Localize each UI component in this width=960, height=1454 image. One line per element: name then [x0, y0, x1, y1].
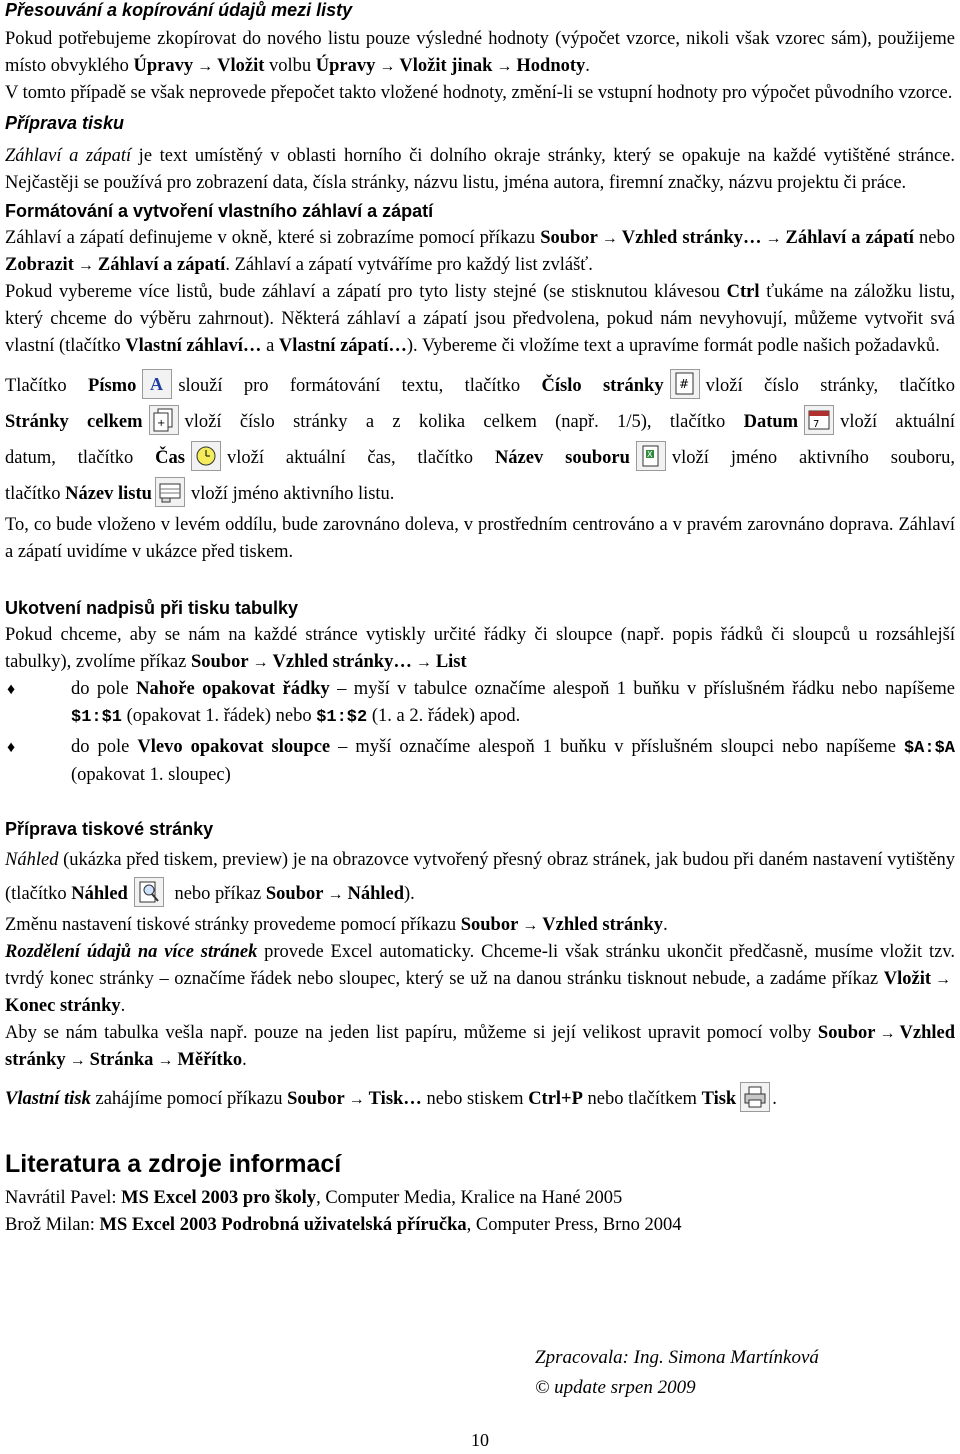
svg-text:+: + [156, 418, 165, 429]
paragraph-header-footer-window: Záhlaví a zápatí definujeme v okně, které si zobrazíme pomocí příkazu Soubor → Vzhled stránky… → Záhlaví a zápatí nebo Zobrazit → Záhlaví a zápatí. Záhlaví a zápatí vytváříme pro každý list zvlášť. [5, 225, 955, 279]
time-icon[interactable] [191, 441, 221, 471]
paragraph-repeat-rows: Pokud chceme, aby se nám na každé stránce vytiskly určité řádky či sloupce (např. popis řádků či sloupců u rozsáhlejší tabulky), zvolíme příkaz Soubor → Vzhled stránky… → List [5, 622, 955, 676]
reference-item: Brož Milan: MS Excel 2003 Podrobná uživatelská příručka, Computer Press, Brno 2004 [5, 1215, 682, 1235]
total-pages-icon[interactable] [149, 405, 179, 435]
page-number: 10 [471, 1430, 489, 1450]
arrow-icon: → [765, 230, 782, 247]
heading-copy-between-sheets: Přesouvání a kopírování údajů mezi listy [5, 0, 353, 20]
heading-literature: Literatura a zdroje informací [5, 1150, 342, 1178]
arrow-icon: → [601, 230, 618, 247]
bullet-icon: ♦ [7, 681, 16, 698]
svg-text:7: 7 [813, 419, 820, 430]
arrow-icon: → [327, 886, 344, 903]
arrow-icon: → [496, 58, 513, 75]
signature-block [535, 1343, 819, 1403]
font-icon[interactable] [142, 369, 172, 399]
svg-text:#: # [678, 377, 689, 391]
paragraph-multiple-sheets: Pokud vybereme více listů, bude záhlaví a zápatí pro tyto listy stejné (se stisknutou klávesou Ctrl ťukáme na záložku listu, který chceme do výběru zahrnout). Některá záhlaví a zápatí jsou předvolena, pokud nám nevyhovují, můžeme vytvořit svá vlastní (tlačítko Vlastní záhlaví… a Vlastní zápatí…). Vybereme či vložíme text a upravíme formát podle našich požadavků. [5, 282, 955, 356]
date-icon[interactable] [804, 405, 834, 435]
update-line: © update srpen 2009 [535, 1377, 696, 1398]
heading-format-header-footer: Formátování a vytvoření vlastního záhlaví a zápatí [5, 201, 434, 221]
paragraph-copy-values: Pokud potřebujeme zkopírovat do nového listu pouze výsledné hodnoty (výpočet vzorce, nikoli však vzorec sám), použijeme místo obvyklého Úpravy → Vložit volbu Úpravy → Vložit jinak → Hodnoty. [5, 26, 955, 80]
arrow-icon: → [879, 1025, 896, 1042]
paragraph-page-setup: Změnu nastavení tiskové stránky provedeme pomocí příkazu Soubor → Vzhled stránky. [5, 912, 955, 939]
heading-print-prep: Příprava tisku [5, 113, 125, 133]
arrow-icon: → [415, 654, 432, 671]
author-line: Zpracovala: Ing. Simona Martínková [535, 1347, 819, 1368]
paragraph-print: Vlastní tisk zahájíme pomocí příkazu Soubor → Tisk… nebo stiskem Ctrl+P nebo tlačítkem Tisk . [5, 1082, 955, 1117]
arrow-icon: → [77, 257, 94, 274]
arrow-icon: → [157, 1052, 174, 1069]
arrow-icon: → [252, 654, 269, 671]
list-item: ♦ do pole Nahoře opakovat řádky – myší v tabulce označíme alespoň 1 buňku v příslušném řádku nebo napíšeme $1:$1 (opakovat 1. řádek) nebo $1:$2 (1. a 2. řádek) apod. [5, 676, 955, 731]
arrow-icon: → [197, 58, 214, 75]
paragraph-buttons-line2: Stránky celkem + vloží číslo stránky a z kolika celkem (např. 1/5), tlačítko Datum 7 vloží aktuální [5, 404, 955, 440]
sheet-name-icon[interactable] [155, 477, 185, 507]
svg-text:X: X [646, 450, 653, 459]
bullet-icon: ♦ [7, 739, 16, 756]
heading-print-page-setup: Příprava tiskové stránky [5, 819, 214, 839]
arrow-icon: → [348, 1091, 365, 1108]
paragraph-preview: Náhled (ukázka před tiskem, preview) je na obrazovce vytvořený přesný obraz stránek, jak budou při daném nastavení vytištěny (tlačítko Náhled nebo příkaz Soubor → Náhled). [5, 843, 955, 912]
paragraph-page-break: Rozdělení údajů na více stránek provede Excel automaticky. Chceme-li však stránku ukončit předčasně, musíme vložit tzv. tvrdý konec stránky – označíme řádek nebo sloupec, který se už na danou stránku tisknout nebude, a zadáme příkaz Vložit →Konec stránky. [5, 942, 955, 1016]
paragraph-buttons-line4: tlačítko Název listu vloží jméno aktivního listu. [5, 476, 955, 512]
page [5, 0, 955, 1239]
preview-icon[interactable] [134, 877, 164, 907]
paragraph-buttons-line1: Tlačítko Písmo A slouží pro formátování textu, tlačítko Číslo stránky # vloží číslo stránky, tlačítko [5, 368, 955, 404]
arrow-icon: → [935, 971, 951, 988]
paragraph-recalc-note: V tomto případě se však neprovede přepočet takto vložené hodnoty, změní-li se vstupní hodnoty pro výpočet původního vzorce. [5, 83, 953, 103]
heading-freeze-titles: Ukotvení nadpisů při tisku tabulky [5, 598, 299, 618]
paragraph-scale: Aby se nám tabulka vešla např. pouze na jeden list papíru, můžeme si její velikost upravit pomocí volby Soubor → Vzhled stránky → Stránka → Měřítko. [5, 1020, 955, 1074]
file-name-icon[interactable] [636, 441, 666, 471]
list-item: ♦ do pole Vlevo opakovat sloupce – myší označíme alespoň 1 buňku v příslušném sloupci nebo napíšeme $A:$A (opakovat 1. sloupec) [5, 734, 955, 789]
reference-item: Navrátil Pavel: MS Excel 2003 pro školy, Computer Media, Kralice na Hané 2005 [5, 1188, 623, 1208]
paragraph-alignment: To, co bude vloženo v levém oddílu, bude zarovnáno doleva, v prostředním centrováno a v pravém zarovnáno doprava. Záhlaví a zápatí uvidíme v ukázce před tiskem. [5, 515, 955, 562]
page-number-icon[interactable] [670, 369, 700, 399]
svg-text:A: A [150, 374, 164, 394]
arrow-icon: → [522, 917, 539, 934]
print-icon[interactable] [740, 1082, 770, 1112]
paragraph-header-footer-def: Záhlaví a zápatí je text umístěný v oblasti horního či dolního okraje stránky, který se opakuje na každé vytištěné stránce. Nejčastěji se používá pro zobrazení data, čísla stránky, názvu listu, jména autora, firemní značky, názvu projektu či práce. [5, 146, 955, 193]
arrow-icon: → [69, 1052, 86, 1069]
arrow-icon: → [379, 58, 396, 75]
paragraph-buttons-line3: datum, tlačítko Čas vloží aktuální čas, tlačítko Název souboru X vloží jméno aktivního souboru, [5, 440, 955, 476]
